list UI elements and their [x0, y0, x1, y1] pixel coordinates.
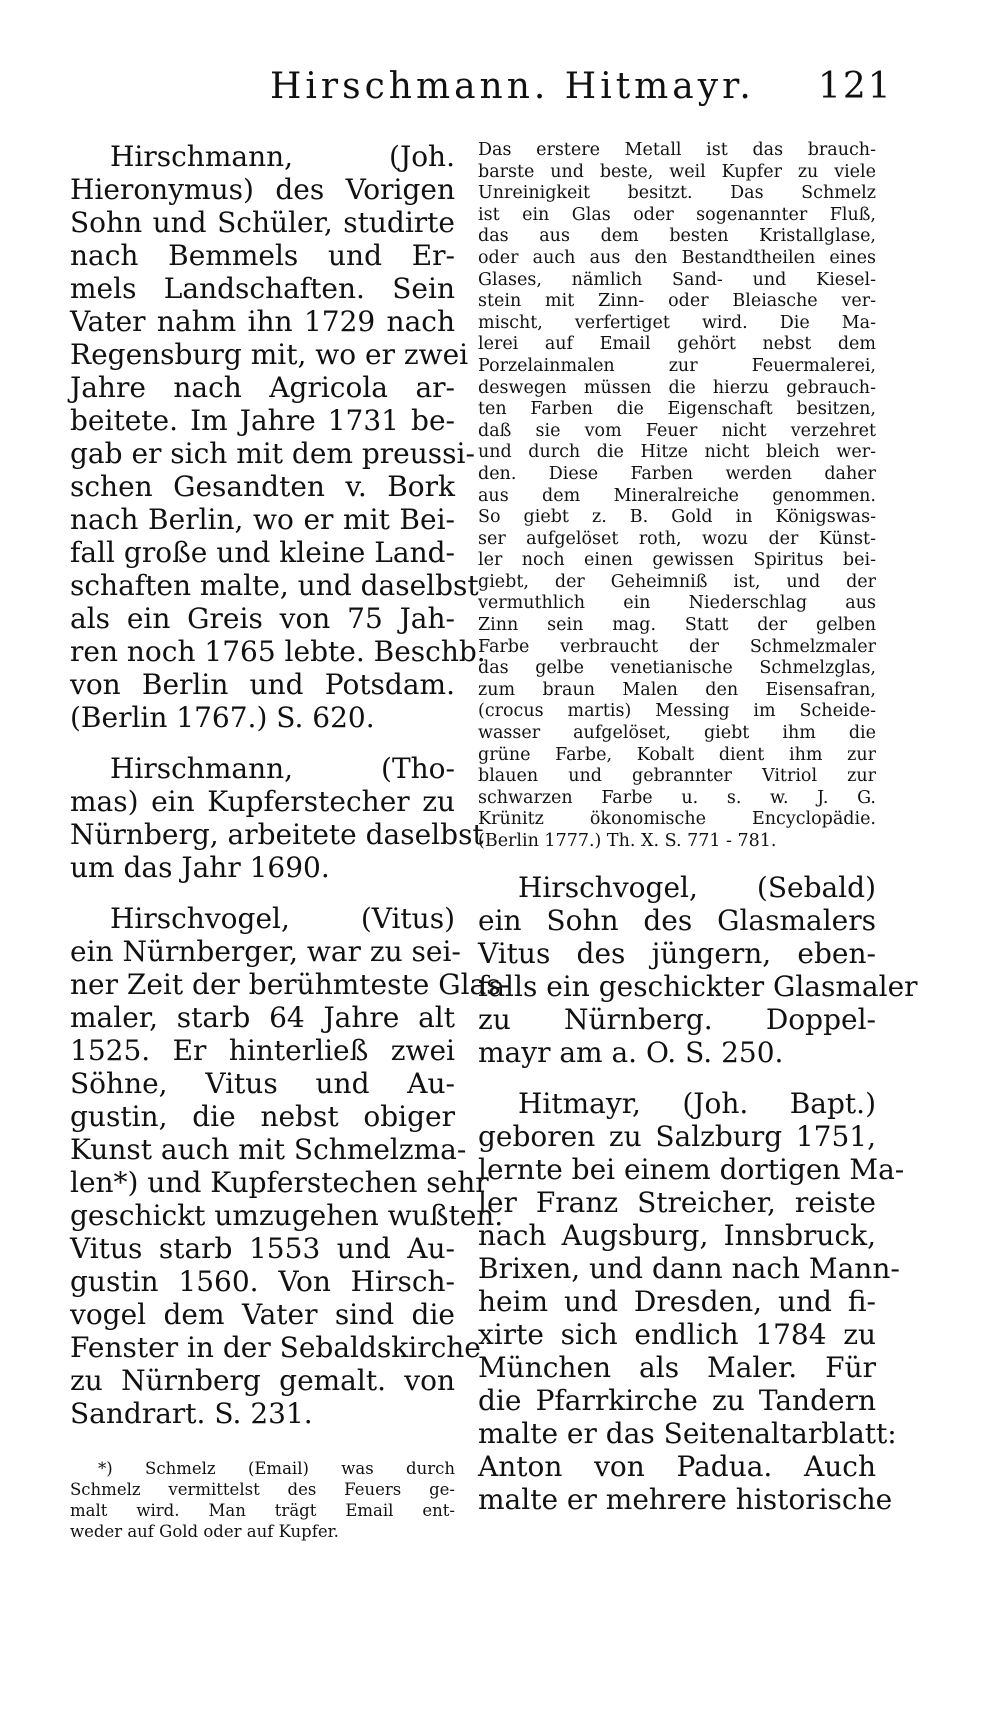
- text-line: (Berlin 1767.) S. 620.: [70, 701, 375, 734]
- lexicon-entry: [478, 1086, 905, 1516]
- text-line: So giebt z. B. Gold in Königswas-: [478, 507, 876, 528]
- text-line: Hirschvogel, (Vitus): [110, 902, 455, 935]
- text-line: mischt, verfertiget wird. Die Ma-: [478, 312, 876, 333]
- text-line: ser aufgelöset roth, wozu der Künst-: [478, 528, 876, 549]
- right-column-entries: [478, 870, 918, 1516]
- text-line: ner Zeit der berühmteste Glas-: [70, 968, 511, 1001]
- running-head: Hirschmann. Hitmayr.: [270, 66, 755, 107]
- text-line: len*) und Kupferstechen sehr: [70, 1166, 489, 1199]
- text-line: zum braun Malen den Eisensafran,: [478, 679, 876, 700]
- text-line: xirte sich endlich 1784 zu: [478, 1317, 876, 1351]
- text-line: geboren zu Salzburg 1751,: [478, 1119, 876, 1153]
- text-line: heim und Dresden, und fi-: [478, 1284, 876, 1318]
- text-line: 1525. Er hinterließ zwei: [70, 1034, 455, 1067]
- text-line: Hirschmann, (Joh.: [110, 140, 455, 173]
- text-line: mas) ein Kupferstecher zu: [70, 785, 455, 818]
- text-line: ist ein Glas oder sogenannter Fluß,: [478, 204, 876, 225]
- text-line: oder auch aus den Bestandtheilen eines: [478, 247, 876, 268]
- text-line: zu Nürnberg gemalt. von: [70, 1364, 455, 1397]
- text-line: Brixen, und dann nach Mann-: [478, 1251, 900, 1285]
- text-line: geschickt umzugehen wußten.: [70, 1199, 504, 1232]
- text-line: das gelbe venetianische Schmelzglas,: [478, 658, 876, 679]
- text-line: vermuthlich ein Niederschlag aus: [478, 593, 876, 614]
- text-line: wasser aufgelöset, giebt ihm die: [478, 723, 876, 744]
- text-line: gustin 1560. Von Hirsch-: [70, 1265, 455, 1298]
- lexicon-entry: [70, 140, 486, 734]
- text-line: ler noch einen gewissen Spiritus bei-: [478, 550, 876, 571]
- text-line: aus dem Mineralreiche genommen.: [478, 485, 876, 506]
- text-line: Das erstere Metall ist das brauch-: [478, 140, 876, 160]
- text-line: grüne Farbe, Kobalt dient ihm zur: [478, 744, 876, 765]
- text-line: malt wird. Man trägt Email ent-: [70, 1501, 455, 1520]
- text-line: ein Sohn des Glasmalers: [478, 903, 876, 937]
- right-column: [478, 140, 918, 1534]
- text-line: ler Franz Streicher, reiste: [478, 1185, 876, 1219]
- text-line: Farbe verbraucht der Schmelzmaler: [478, 636, 876, 657]
- text-line: beitete. Im Jahre 1731 be-: [70, 404, 455, 437]
- text-line: ren noch 1765 lebte. Beschb.: [70, 635, 486, 668]
- text-line: Sohn und Schüler, studirte: [70, 206, 455, 239]
- text-line: barste und beste, weil Kupfer zu viele: [478, 161, 876, 182]
- text-line: *) Schmelz (Email) was durch: [98, 1459, 455, 1478]
- text-line: München als Maler. Für: [478, 1350, 876, 1384]
- text-line: schwarzen Farbe u. s. w. J. G.: [478, 787, 876, 808]
- text-line: nach Berlin, wo er mit Bei-: [70, 503, 455, 536]
- text-line: die Pfarrkirche zu Tandern: [478, 1383, 876, 1417]
- text-line: deswegen müssen die hierzu gebrauch-: [478, 377, 876, 398]
- text-line: Jahre nach Agricola ar-: [70, 371, 455, 404]
- text-line: ein Nürnberger, war zu sei-: [70, 935, 461, 968]
- text-line: das aus dem besten Kristallglase,: [478, 226, 876, 247]
- lexicon-entry: [70, 902, 511, 1430]
- text-line: Anton von Padua. Auch: [478, 1449, 876, 1483]
- text-line: um das Jahr 1690.: [70, 851, 330, 884]
- text-line: schaften malte, und daselbst: [70, 569, 479, 602]
- text-line: Hieronymus) des Vorigen: [70, 173, 455, 206]
- text-line: Kunst auch mit Schmelzma-: [70, 1133, 467, 1166]
- text-line: mels Landschaften. Sein: [70, 272, 455, 305]
- text-line: fall große und kleine Land-: [70, 536, 455, 569]
- text-line: Hirschmann, (Tho-: [110, 752, 455, 785]
- text-line: gab er sich mit dem preussi-: [70, 437, 475, 470]
- text-line: von Berlin und Potsdam.: [70, 668, 455, 701]
- text-line: (Berlin 1777.) Th. X. S. 771 - 781.: [478, 831, 777, 851]
- text-line: giebt, der Geheimniß ist, und der: [478, 571, 876, 592]
- left-column-entries: [70, 140, 511, 1430]
- text-line: Vitus starb 1553 und Au-: [70, 1232, 455, 1265]
- text-line: ten Farben die Eigenschaft besitzen,: [478, 399, 876, 420]
- text-line: Glases, nämlich Sand- und Kiesel-: [478, 269, 876, 290]
- text-line: zu Nürnberg. Doppel-: [478, 1002, 876, 1036]
- footnote-continuation: [478, 140, 876, 853]
- text-line: Schmelz vermittelst des Feuers ge-: [70, 1480, 455, 1499]
- text-line: Unreinigkeit besitzt. Das Schmelz: [478, 183, 876, 204]
- text-line: Krünitz ökonomische Encyclopädie.: [478, 809, 876, 830]
- text-line: Vitus des jüngern, eben-: [478, 936, 876, 970]
- text-line: blauen und gebrannter Vitriol zur: [478, 766, 876, 787]
- text-line: Söhne, Vitus und Au-: [70, 1067, 455, 1100]
- lexicon-entry: [70, 752, 484, 884]
- text-line: und durch die Hitze nicht bleich wer-: [478, 442, 876, 463]
- text-line: Zinn sein mag. Statt der gelben: [478, 615, 876, 636]
- text-line: Regensburg mit, wo er zwei: [70, 338, 469, 371]
- text-line: Hirschvogel, (Sebald): [518, 870, 876, 904]
- text-line: Porzelainmalen zur Feuermalerei,: [478, 355, 876, 376]
- text-line: weder auf Gold oder auf Kupfer.: [70, 1522, 339, 1541]
- text-line: lernte bei einem dortigen Ma-: [478, 1152, 905, 1186]
- text-line: Nürnberg, arbeitete daselbst: [70, 818, 484, 851]
- text-line: schen Gesandten v. Bork: [70, 470, 455, 503]
- text-line: falls ein geschickter Glasmaler: [478, 969, 918, 1003]
- text-line: stein mit Zinn- oder Bleiasche ver-: [478, 291, 876, 312]
- lexicon-entry: [478, 870, 918, 1069]
- footnote: [70, 1458, 455, 1542]
- text-line: den. Diese Farben werden daher: [478, 463, 876, 484]
- text-line: lerei auf Email gehört nebst dem: [478, 334, 876, 355]
- text-line: (crocus martis) Messing im Scheide-: [478, 701, 876, 722]
- page-number: 121: [818, 66, 893, 107]
- text-line: mayr am a. O. S. 250.: [478, 1035, 784, 1069]
- left-column: [70, 140, 511, 1542]
- text-line: Fenster in der Sebaldskirche: [70, 1331, 481, 1364]
- text-line: nach Bemmels und Er-: [70, 239, 455, 272]
- text-line: vogel dem Vater sind die: [70, 1298, 455, 1331]
- text-line: maler, starb 64 Jahre alt: [70, 1001, 455, 1034]
- text-line: Hitmayr, (Joh. Bapt.): [518, 1086, 876, 1120]
- text-line: gustin, die nebst obiger: [70, 1100, 455, 1133]
- text-line: malte er das Seitenaltarblatt:: [478, 1416, 897, 1450]
- text-line: daß sie vom Feuer nicht verzehret: [478, 420, 876, 441]
- text-line: als ein Greis von 75 Jah-: [70, 602, 455, 635]
- text-line: Vater nahm ihn 1729 nach: [70, 305, 455, 338]
- text-line: nach Augsburg, Innsbruck,: [478, 1218, 876, 1252]
- text-line: Sandrart. S. 231.: [70, 1397, 313, 1430]
- text-line: malte er mehrere historische: [478, 1482, 893, 1516]
